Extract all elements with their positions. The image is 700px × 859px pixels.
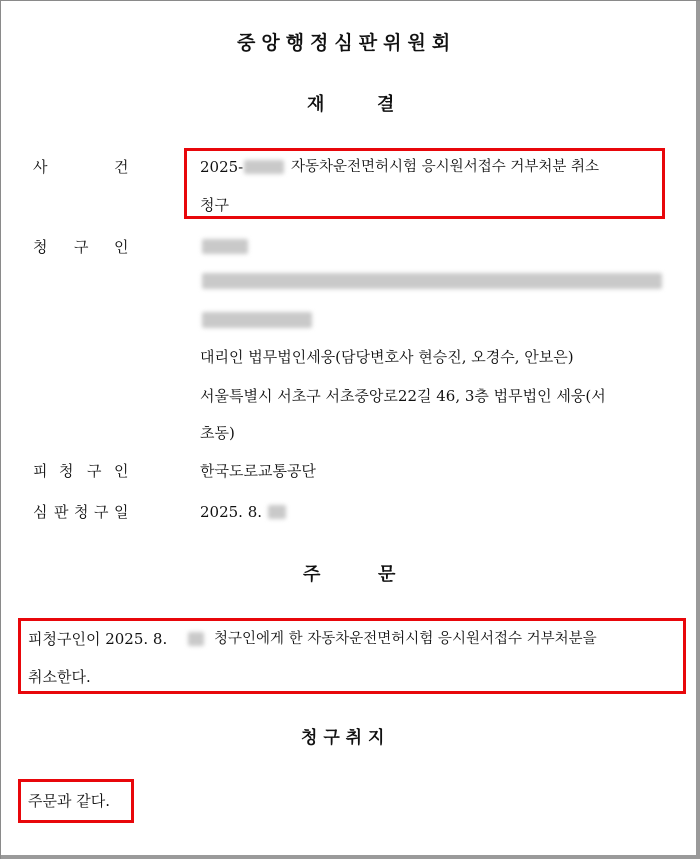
redacted-claimant-address-2	[202, 312, 312, 328]
redacted-filing-day	[268, 505, 286, 519]
purpose-text: 주문과 같다.	[28, 792, 110, 810]
case-highlight-box	[184, 148, 665, 219]
purpose-highlight-box	[18, 779, 134, 823]
order-heading-char-1: 주	[303, 564, 321, 585]
claimant-label-char-1: 청	[33, 238, 48, 256]
case-title-line-1: 자동차운전면허시험 응시원서접수 거부처분 취소	[291, 159, 599, 175]
redacted-claimant-name	[202, 239, 248, 254]
respondent-label-char-2: 청	[59, 462, 74, 480]
case-label-char-2: 건	[114, 158, 129, 176]
respondent-label-char-4: 인	[114, 462, 129, 480]
decision-heading-char-2: 결	[377, 94, 395, 115]
filing-label-char-1: 심	[33, 503, 48, 521]
decision-heading-char-1: 재	[307, 94, 325, 115]
agent-address-line-2: 초동)	[200, 424, 235, 442]
case-number-prefix: 2025-	[200, 158, 244, 176]
claimant-label-char-3: 인	[114, 238, 129, 256]
respondent-label-char-1: 피	[33, 462, 48, 480]
respondent-label-char-3: 구	[87, 462, 102, 480]
order-heading-char-2: 문	[378, 564, 396, 585]
filing-date-value: 2025. 8.	[200, 503, 263, 521]
filing-label-char-5: 일	[114, 503, 129, 521]
purpose-heading: 청 구 취 지	[301, 728, 385, 748]
filing-label-char-3: 청	[74, 503, 89, 521]
claimant-label-char-2: 구	[74, 238, 89, 256]
claimant-agent: 대리인 법무법인세웅(담당변호사 현승진, 오경수, 안보은)	[200, 348, 574, 366]
order-text-line-2: 취소한다.	[28, 668, 91, 686]
document-title: 중앙행정심판위원회	[237, 32, 457, 54]
filing-label-char-4: 구	[94, 503, 109, 521]
order-text-line-1b: 청구인에게 한 자동차운전면허시험 응시원서접수 거부처분을	[214, 631, 597, 647]
case-label-char-1: 사	[33, 158, 48, 176]
case-title-line-2: 청구	[200, 196, 229, 214]
redacted-claimant-address-1	[202, 273, 662, 289]
filing-label-char-2: 판	[54, 503, 69, 521]
respondent-name: 한국도로교통공단	[200, 462, 316, 480]
agent-address-line-1: 서울특별시 서초구 서초중앙로22길 46, 3층 법무법인 세웅(서	[200, 387, 606, 405]
order-highlight-box	[18, 618, 686, 694]
order-text-line-1a: 피청구인이 2025. 8.	[28, 630, 168, 648]
